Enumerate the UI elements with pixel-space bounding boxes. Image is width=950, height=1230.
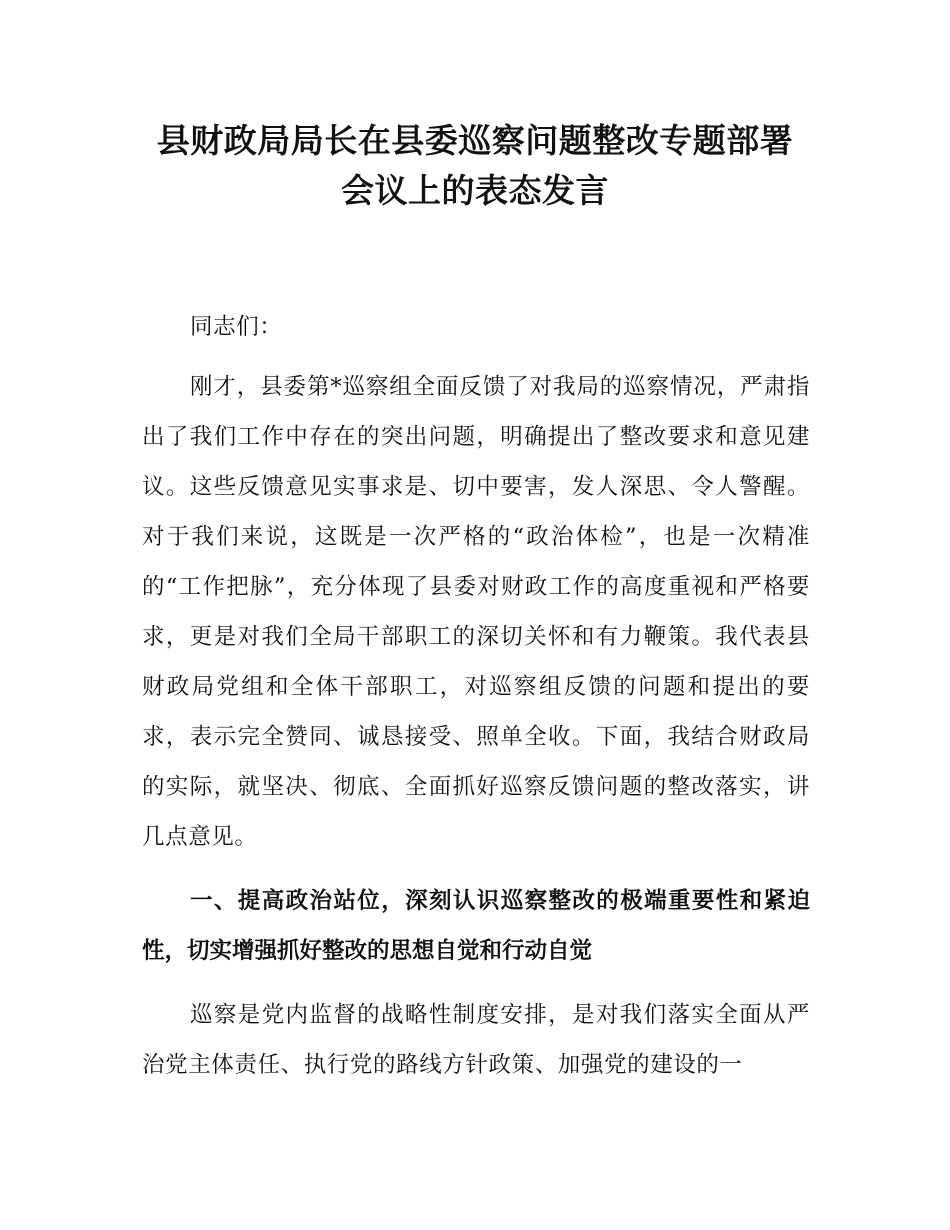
document-title-line-2: 会议上的表态发言 [341,171,609,210]
intro-paragraph: 刚才，县委第*巡察组全面反馈了对我局的巡察情况，严肃指出了我们工作中存在的突出问题，明确提出了整改要求和意见建议。这些反馈意见实事求是、切中要害，发人深思、令人警醒。对于我们来说，这既是一次严格的“政治体检”，也是一次精准的“工作把脉”，充分体现了县委对财政工作的高度重视和严格要求，更是对我们全局干部职工的深切关怀和有力鞭策。我代表县财政局党组和全体干部职工，对巡察组反馈的问题和提出的要求，表示完全赞同、诚恳接受、照单全收。下面，我结合财政局的实际，就坚决、彻底、全面抓好巡察反馈问题的整改落实，讲几点意见。 [142,374,810,850]
document-title-line-1: 县财政局局长在县委巡察问题整改专题部署 [156,121,794,160]
document-title [120,116,830,216]
section-1-paragraph: 巡察是党内监督的战略性制度安排，是对我们落实全面从严治党主体责任、执行党的路线方针政策、加强党的建设的一 [142,1002,810,1078]
greeting: 同志们： [190,314,283,340]
section-1-heading: 一、提高政治站位，深刻认识巡察整改的极端重要性和紧迫性，切实增强抓好整改的思想自觉和行动自觉 [142,888,810,964]
